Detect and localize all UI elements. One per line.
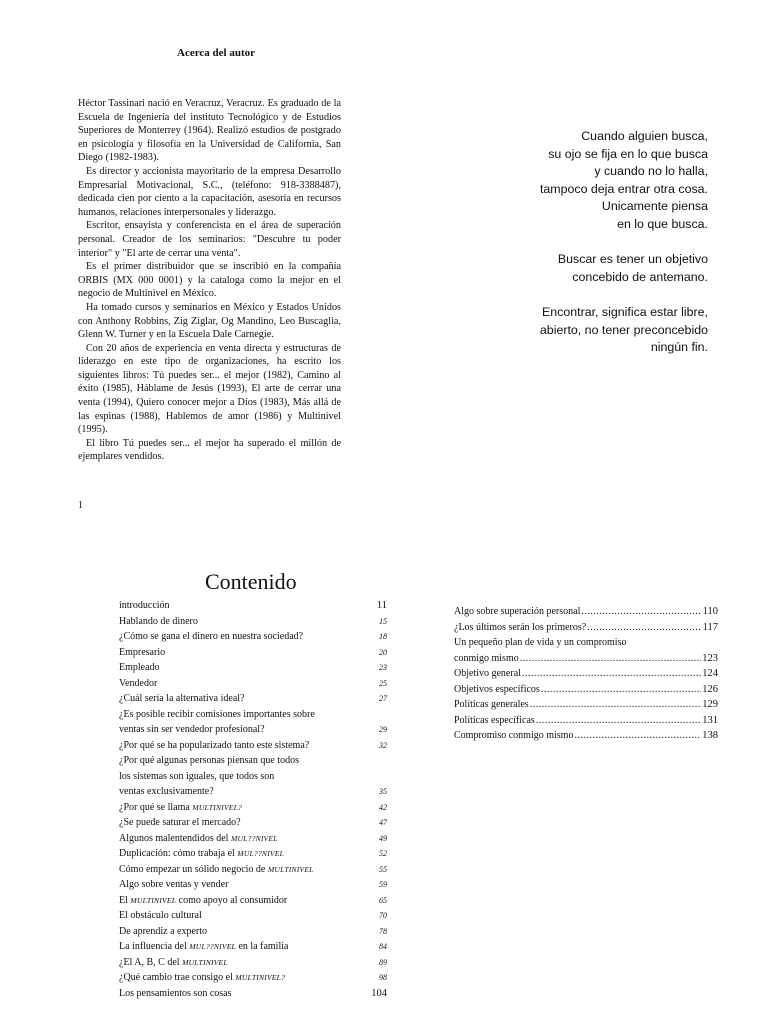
toc-entry-text: como apoyo al consumidor xyxy=(176,894,288,906)
toc-entry-title xyxy=(119,629,303,645)
toc-entry-title xyxy=(119,769,274,785)
quote-line: abierto, no tener preconcebido xyxy=(539,322,708,337)
toc-entry-text: Duplicación: cómo trabaja el xyxy=(119,848,238,859)
author-bio xyxy=(78,97,341,464)
toc-entry xyxy=(119,800,387,816)
toc-entry xyxy=(119,955,387,971)
toc-page-number: 42 xyxy=(379,802,387,812)
toc-page-number: 65 xyxy=(379,895,387,905)
toc-entry-title: Objetivos específicos xyxy=(454,683,540,695)
toc-entry xyxy=(119,722,387,738)
toc-entry-text: introducción xyxy=(119,600,170,611)
toc-entry xyxy=(119,846,387,862)
toc-entry-title xyxy=(119,614,198,630)
toc-entry-title: Algo sobre superación personal xyxy=(454,606,581,617)
toc-page-number: 131 xyxy=(702,714,718,726)
quote-line: Buscar es tener un objetivo xyxy=(557,252,708,267)
toc-entry-text: Cómo empezar un sólido negocio de xyxy=(119,863,268,875)
toc-entry xyxy=(119,614,387,630)
quote-stanza xyxy=(500,128,708,234)
toc-page-number: 126 xyxy=(702,683,718,695)
toc-entry-title xyxy=(119,691,245,707)
toc-page-number: 117 xyxy=(702,621,718,633)
quote-line: en lo que busca. xyxy=(617,216,708,231)
toc-entry xyxy=(119,831,387,847)
quote-line: tampoco deja entrar otra cosa. xyxy=(539,181,708,196)
toc-entry xyxy=(119,784,387,800)
toc-page-number: 84 xyxy=(379,942,387,951)
toc-entry-text: El obstáculo cultural xyxy=(119,910,202,921)
toc-entry xyxy=(119,738,387,754)
toc-dot-leader xyxy=(530,697,702,713)
toc-entry xyxy=(454,713,718,729)
toc-dot-leader xyxy=(536,713,701,729)
toc-page-number: 124 xyxy=(702,668,718,679)
toc-entry-text: Algunos malentendidos del xyxy=(119,832,231,844)
toc-entry xyxy=(119,877,387,893)
toc-dot-leader xyxy=(581,604,701,620)
toc-entry-title xyxy=(119,924,207,940)
toc-entry-text: ¿Por qué se llama xyxy=(119,801,193,813)
toc-page-number: 78 xyxy=(379,926,387,936)
toc-entry-title: Compromiso conmigo mismo xyxy=(454,730,574,741)
toc-entry-smallcaps: MULTINIVEL xyxy=(267,864,314,874)
bio-paragraph: Escritor, ensayista y conferencista en el área de superación personal. Creador de los seminarios: "Descubre tu poder interior" y "El arte de cerrar una venta". xyxy=(78,220,341,259)
toc-page-number: 52 xyxy=(379,849,387,858)
toc-entry-title xyxy=(119,986,232,1002)
contents-title: Contenido xyxy=(205,569,297,594)
toc-page-number: 59 xyxy=(379,880,387,889)
toc-entry-title xyxy=(119,877,228,893)
toc-page-number: 25 xyxy=(379,678,387,688)
toc-entry xyxy=(119,970,387,986)
toc-entry xyxy=(119,707,387,723)
toc-entry-text: ventas sin ser vendedor profesional? xyxy=(119,724,265,735)
toc-entry-text: Vendedor xyxy=(119,677,158,689)
toc-page-number: 55 xyxy=(379,864,387,874)
quote-stanza xyxy=(500,304,708,357)
toc-entry xyxy=(119,986,387,1002)
toc-entry-smallcaps: MULTINIVEL xyxy=(182,957,228,967)
toc-left-column xyxy=(119,598,387,1001)
toc-page-number: 23 xyxy=(379,663,387,672)
toc-entry xyxy=(454,666,718,682)
toc-entry xyxy=(119,924,387,940)
toc-dot-leader xyxy=(520,651,702,667)
toc-entry-title xyxy=(119,645,165,661)
toc-entry xyxy=(119,629,387,645)
toc-page-number: 11 xyxy=(376,600,387,611)
toc-entry xyxy=(119,908,387,924)
toc-entry xyxy=(119,862,387,878)
toc-entry xyxy=(119,660,387,676)
toc-entry-title xyxy=(119,893,287,909)
toc-page-number: 35 xyxy=(379,787,387,796)
toc-entry-title xyxy=(119,970,285,986)
quote-line: Encontrar, significa estar libre, xyxy=(542,304,708,319)
toc-page-number: 27 xyxy=(379,694,387,703)
toc-entry-title xyxy=(119,722,265,738)
toc-entry xyxy=(119,645,387,661)
toc-entry-text: ventas exclusivamente? xyxy=(119,786,214,797)
toc-page-number: 18 xyxy=(379,632,387,641)
toc-entry-text: ¿Qué cambio trae consigo el xyxy=(119,972,236,983)
toc-page-number: 70 xyxy=(379,911,387,920)
toc-entry-title xyxy=(119,862,314,878)
toc-entry-title xyxy=(119,831,278,847)
quote-line: concebido de antemano. xyxy=(572,269,708,284)
toc-dot-leader xyxy=(574,728,701,744)
toc-entry-smallcaps: MUL??NIVEL xyxy=(189,942,236,951)
toc-entry-title xyxy=(119,955,228,971)
toc-page-number: 32 xyxy=(379,740,387,750)
toc-page-number: 29 xyxy=(379,725,387,734)
toc-entry xyxy=(119,769,387,785)
toc-entry xyxy=(119,893,387,909)
toc-entry xyxy=(119,939,387,955)
toc-entry-smallcaps: MUL??NIVEL xyxy=(237,849,285,858)
toc-entry xyxy=(454,728,718,744)
quote-line: Unicamente piensa xyxy=(601,199,708,214)
quote-stanza xyxy=(500,251,708,286)
toc-entry-title xyxy=(119,676,157,692)
toc-dot-leader xyxy=(541,682,701,698)
toc-entry-title xyxy=(119,784,214,800)
toc-page-number: 49 xyxy=(379,833,387,843)
toc-entry xyxy=(454,604,718,620)
toc-page-number: 98 xyxy=(379,973,387,982)
bio-paragraph: Con 20 años de experiencia en venta directa y estructuras de liderazgo en este tipo de organizaciones, ha escrito los siguientes libros: Tú puedes ser... el mejor (1982), Camino al éxito (1985), Háblame de Jesús (1993), El arte de cerrar una venta (1994), Quiero conocer mejor a Dios (1983), Más allá de las espinas (1988), Hablemos de amor (1986) y Multinivel (1995). xyxy=(78,342,341,436)
toc-entry-text: Empresario xyxy=(119,646,166,658)
toc-page-number: 110 xyxy=(702,606,718,617)
toc-entry-text: Hablando de dinero xyxy=(119,615,198,627)
toc-entry-title: Políticas generales xyxy=(454,699,529,710)
toc-page-number: 47 xyxy=(379,818,387,827)
toc-entry xyxy=(119,815,387,831)
page-number: 1 xyxy=(78,500,83,511)
toc-entry-text: La influencia del xyxy=(119,941,190,952)
bio-paragraph: Es director y accionista mayoritario de la empresa Desarrollo Empresarial Motivacional, S.C., (teléfono: 918-3388487), dedicada cien por ciento a la capacitación, asesoría en recursos humanos, relaciones interpersonales y liderazgo. xyxy=(78,165,341,218)
toc-entry xyxy=(119,676,387,692)
toc-entry-title xyxy=(119,908,202,924)
toc-entry xyxy=(454,682,718,698)
toc-entry-title xyxy=(119,800,242,816)
toc-entry-title xyxy=(119,753,299,769)
quote-line: su ojo se fija en lo que busca xyxy=(548,146,708,161)
toc-page-number: 129 xyxy=(702,699,718,710)
toc-entry-text: ¿Es posible recibir comisiones importantes sobre xyxy=(119,708,315,720)
quote-line: ningún fin. xyxy=(650,340,708,355)
toc-entry xyxy=(454,651,718,667)
toc-entry-title xyxy=(119,707,315,723)
toc-entry xyxy=(454,697,718,713)
toc-page-number: 123 xyxy=(702,652,718,664)
bio-paragraph: Ha tomado cursos y seminarios en México y Estados Unidos con Anthony Robbins, Zig Ziglar, Og Mandino, Leo Buscaglia, Glenn W. Turner y en la Escuela Dale Carnegie. xyxy=(78,301,341,341)
toc-dot-leader xyxy=(522,666,701,682)
toc-entry-smallcaps: MULTINIVEL? xyxy=(235,973,286,982)
toc-entry-title: Objetivo general xyxy=(454,668,521,679)
toc-entry-text: Algo sobre ventas y vender xyxy=(119,879,229,890)
toc-entry-text: El xyxy=(119,894,131,906)
toc-entry-smallcaps: MUL??NIVEL xyxy=(230,833,278,843)
toc-entry-title xyxy=(119,939,288,955)
toc-page-number: 104 xyxy=(371,987,387,999)
toc-entry-title: conmigo mismo xyxy=(454,652,519,664)
bio-paragraph: Héctor Tassinari nació en Veracruz, Veracruz. Es graduado de la Escuela de Ingeniería del instituto Tecnológico y de Estudios Superiores de Monterrey (1964). Realizó estudios de postgrado en psicología y filosofía en la Universidad de California, San Diego (1982-1983). xyxy=(78,98,341,164)
toc-entry-title xyxy=(119,660,160,676)
epigraph-quote xyxy=(500,128,708,374)
toc-entry-text: los sistemas son iguales, que todos son xyxy=(119,770,275,782)
toc-entry-title xyxy=(119,598,170,614)
toc-entry-text: ¿El A, B, C del xyxy=(119,956,183,968)
toc-entry-title: Políticas específicas xyxy=(454,714,535,726)
toc-page-number: 20 xyxy=(379,647,387,657)
toc-entry xyxy=(119,753,387,769)
toc-entry-text: Empleado xyxy=(119,662,160,673)
toc-entry-title: ¿Los últimos serán los primeros? xyxy=(454,621,587,633)
toc-dot-leader xyxy=(587,620,701,636)
quote-line: y cuando no lo halla, xyxy=(594,164,708,179)
toc-entry-text: ¿Por qué se ha popularizado tanto este sistema? xyxy=(119,739,310,751)
toc-entry-text: ¿Cómo se gana el dinero en nuestra sociedad? xyxy=(119,631,304,642)
toc-entry-text: Los pensamientos son cosas xyxy=(119,987,232,999)
toc-entry-title xyxy=(119,846,284,862)
toc-entry-text: ¿Cuál sería la alternativa ideal? xyxy=(119,693,245,704)
toc-page-number: 89 xyxy=(379,957,387,967)
toc-page-number: 138 xyxy=(702,730,718,741)
bio-paragraph: El libro Tú puedes ser... el mejor ha superado el millón de ejemplares vendidos. xyxy=(78,437,341,463)
about-author-title: Acerca del autor xyxy=(177,47,255,59)
toc-entry-text: en la familia xyxy=(235,941,289,952)
toc-entry xyxy=(119,691,387,707)
toc-right-column xyxy=(454,604,718,744)
toc-entry-title xyxy=(119,815,241,831)
toc-entry xyxy=(454,620,718,636)
toc-entry xyxy=(119,598,387,614)
toc-entry-smallcaps: MULTINIVEL? xyxy=(192,802,243,812)
toc-entry-smallcaps: MULTINIVEL xyxy=(130,895,177,905)
toc-entry-text: ¿Se puede saturar el mercado? xyxy=(119,817,241,828)
quote-line: Cuando alguien busca, xyxy=(581,129,708,143)
toc-entry: Un pequeño plan de vida y un compromiso xyxy=(454,637,627,648)
toc-entry-title xyxy=(119,738,309,754)
toc-entry-text: ¿Por qué algunas personas piensan que todos xyxy=(119,755,299,766)
toc-page-number: 15 xyxy=(379,616,387,626)
toc-entry-text: De aprendiz a experto xyxy=(119,925,208,937)
bio-paragraph: Es el primer distribuidor que se inscribió en la compañía ORBIS (MX 000 0001) y la cataloga como la mejor en el negocio de Multinivel en México. xyxy=(78,261,341,300)
